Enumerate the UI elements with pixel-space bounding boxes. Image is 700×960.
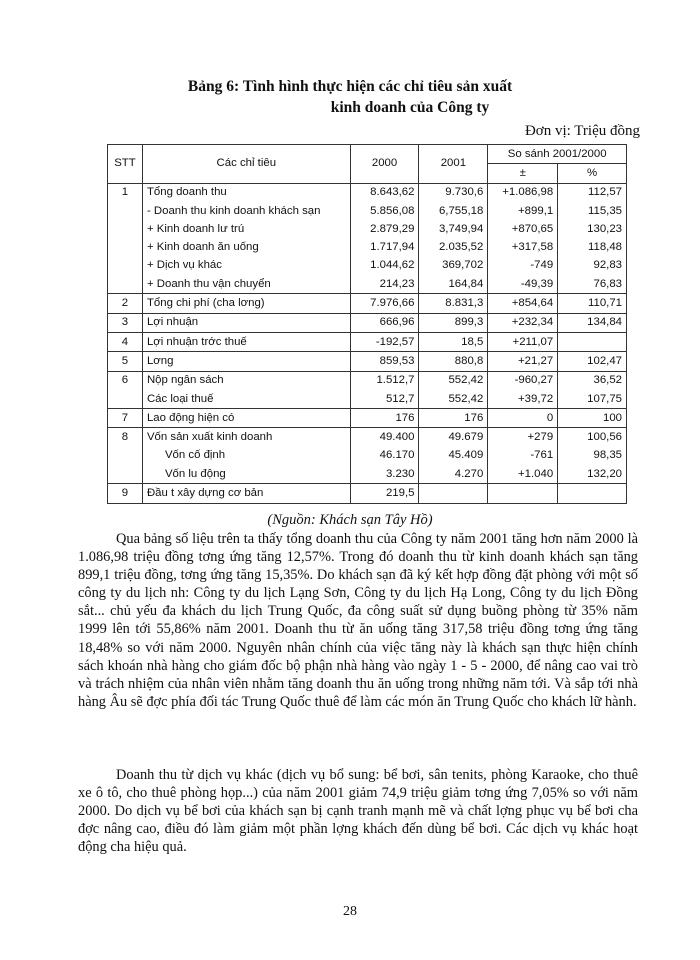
cell-2001: 176	[419, 409, 488, 428]
cell-2001: 49.679	[419, 428, 488, 447]
cell-diff: -960,27	[488, 371, 558, 390]
cell-stt	[108, 220, 143, 238]
table-row	[108, 352, 627, 371]
cell-stt: 4	[108, 332, 143, 351]
cell-diff: +211,07	[488, 332, 558, 351]
header-pct: %	[558, 164, 627, 183]
cell-pct: 134,84	[558, 313, 627, 332]
cell-stt	[108, 447, 143, 465]
cell-2001: 369,702	[419, 257, 488, 275]
cell-2001: 9.730,6	[419, 183, 488, 202]
cell-stt: 7	[108, 409, 143, 428]
cell-stt	[108, 257, 143, 275]
cell-2000: 1.044,62	[350, 257, 419, 275]
cell-label: Vốn cố định	[142, 447, 350, 465]
cell-label: Nộp ngân sách	[142, 371, 350, 390]
cell-stt	[108, 202, 143, 220]
cell-pct: 100	[558, 409, 627, 428]
cell-stt	[108, 275, 143, 294]
cell-2001: 8.831,3	[419, 294, 488, 313]
cell-diff	[488, 484, 558, 503]
table-row	[108, 183, 627, 202]
cell-pct: 118,48	[558, 238, 627, 256]
cell-pct: 110,71	[558, 294, 627, 313]
paragraph-other-services	[78, 766, 638, 856]
cell-2001: 2.035,52	[419, 238, 488, 256]
unit-label: Đơn vị: Triệu đồng	[524, 123, 640, 139]
cell-label: + Kinh doanh ăn uống	[142, 238, 350, 256]
cell-pct: 92,83	[558, 257, 627, 275]
cell-2000: 49.400	[350, 428, 419, 447]
paragraph-revenue	[78, 530, 638, 711]
cell-pct	[558, 484, 627, 503]
table-row	[108, 202, 627, 220]
cell-label: Tổng chi phí (cha lơng)	[142, 294, 350, 313]
cell-pct	[558, 332, 627, 351]
cell-stt: 5	[108, 352, 143, 371]
cell-2000: 1.717,94	[350, 238, 419, 256]
cell-stt	[108, 390, 143, 409]
cell-2001: 45.409	[419, 447, 488, 465]
table-row	[108, 465, 627, 484]
cell-2001: 552,42	[419, 371, 488, 390]
cell-2001: 880,8	[419, 352, 488, 371]
cell-stt	[108, 465, 143, 484]
cell-2000: 219,5	[350, 484, 419, 503]
cell-2001: 899,3	[419, 313, 488, 332]
cell-label: Vốn sản xuất kinh doanh	[142, 428, 350, 447]
header-2000: 2000	[350, 145, 419, 184]
cell-diff: -749	[488, 257, 558, 275]
table-row	[108, 409, 627, 428]
cell-2001: 6,755,18	[419, 202, 488, 220]
table-row	[108, 238, 627, 256]
header-2001: 2001	[419, 145, 488, 184]
cell-2001	[419, 484, 488, 503]
table-source: (Nguồn: Khách sạn Tây Hồ)	[267, 512, 433, 528]
cell-diff: +317,58	[488, 238, 558, 256]
cell-pct: 130,23	[558, 220, 627, 238]
header-compare: So sánh 2001/2000	[488, 145, 627, 164]
cell-2000: 7.976,66	[350, 294, 419, 313]
cell-label: - Doanh thu kinh doanh khách sạn	[142, 202, 350, 220]
cell-pct: 98,35	[558, 447, 627, 465]
cell-label: Đầu t xây dựng cơ bản	[142, 484, 350, 503]
cell-2001: 164,84	[419, 275, 488, 294]
cell-pct: 112,57	[558, 183, 627, 202]
cell-label: + Dịch vụ khác	[142, 257, 350, 275]
cell-pct: 76,83	[558, 275, 627, 294]
cell-stt: 2	[108, 294, 143, 313]
cell-label: Vốn lu động	[142, 465, 350, 484]
cell-diff: +870,65	[488, 220, 558, 238]
cell-diff: +1.086,98	[488, 183, 558, 202]
cell-diff: +39,72	[488, 390, 558, 409]
table-row	[108, 220, 627, 238]
cell-2000: -192,57	[350, 332, 419, 351]
page-number: 28	[343, 904, 357, 919]
table-row	[108, 484, 627, 503]
table-row	[108, 313, 627, 332]
cell-label: Lợi nhuận trớc thuế	[142, 332, 350, 351]
table-row	[108, 275, 627, 294]
cell-2000: 666,96	[350, 313, 419, 332]
cell-pct: 115,35	[558, 202, 627, 220]
cell-label: Lợi nhuận	[142, 313, 350, 332]
cell-diff: +899,1	[488, 202, 558, 220]
cell-2000: 5.856,08	[350, 202, 419, 220]
cell-2001: 18,5	[419, 332, 488, 351]
cell-stt: 3	[108, 313, 143, 332]
header-indicator: Các chỉ tiêu	[142, 145, 350, 184]
table-row	[108, 371, 627, 390]
cell-2000: 859,53	[350, 352, 419, 371]
table-row	[108, 447, 627, 465]
cell-stt: 9	[108, 484, 143, 503]
cell-diff: +21,27	[488, 352, 558, 371]
cell-label: Lao động hiện có	[142, 409, 350, 428]
header-diff: ±	[488, 164, 558, 183]
cell-stt: 6	[108, 371, 143, 390]
cell-stt	[108, 238, 143, 256]
cell-pct: 100,56	[558, 428, 627, 447]
cell-pct: 36,52	[558, 371, 627, 390]
cell-diff: +1.040	[488, 465, 558, 484]
cell-diff: -761	[488, 447, 558, 465]
cell-label: Các loại thuế	[142, 390, 350, 409]
table-row	[108, 257, 627, 275]
cell-2001: 552,42	[419, 390, 488, 409]
cell-diff: 0	[488, 409, 558, 428]
cell-stt: 1	[108, 183, 143, 202]
cell-pct: 102,47	[558, 352, 627, 371]
cell-label: Tổng doanh thu	[142, 183, 350, 202]
header-stt: STT	[108, 145, 143, 184]
cell-pct: 132,20	[558, 465, 627, 484]
cell-2001: 3,749,94	[419, 220, 488, 238]
cell-2000: 1.512,7	[350, 371, 419, 390]
cell-label: + Doanh thu vận chuyển	[142, 275, 350, 294]
cell-2000: 214,23	[350, 275, 419, 294]
cell-diff: +232,34	[488, 313, 558, 332]
cell-stt: 8	[108, 428, 143, 447]
table-row	[108, 428, 627, 447]
paragraph-2-text: Doanh thu từ dịch vụ khác (dịch vụ bổ sung: bể bơi, sân tenits, phòng Karaoke, cho thuê xe ô tô, cho thuê phòng họp...) của năm 2001 giảm 74,9 triệu giảm tơng ứng 7,05% so với năm 2000. Do dịch vụ bể bơi của khách sạn bị cạnh tranh mạnh mẽ và chất lợng phục vụ bể bơi cha đợc nâng cao, điều đó làm giảm một phần lợng khách đến dùng bể bơi. Các dịch vụ khác hoạt động cha hiệu quả.	[78, 767, 638, 856]
cell-2000: 46.170	[350, 447, 419, 465]
table-title-line-1: Bảng 6: Tình hình thực hiện các chỉ tiêu sản xuất	[187, 78, 513, 95]
cell-pct: 107,75	[558, 390, 627, 409]
table-row	[108, 294, 627, 313]
cell-2000: 2.879,29	[350, 220, 419, 238]
cell-2000: 3.230	[350, 465, 419, 484]
cell-diff: -49,39	[488, 275, 558, 294]
cell-diff: +279	[488, 428, 558, 447]
table-title-line-2: kinh doanh của Công ty	[330, 99, 490, 116]
paragraph-1-text: Qua bảng số liệu trên ta thấy tổng doanh thu của Công ty năm 2001 tăng hơn năm 2000 là 1.086,98 triệu đồng tơng ứng tăng 12,57%. Trong đó doanh thu từ kinh doanh khách sạn tăng 899,1 triệu đồng, tơng ứng tăng 15,35%. Do khách sạn đã ký kết hợp đồng đặt phòng với một số công ty du lịch nh: Công ty du lịch Lạng Sơn, Công ty du lịch Hạ Long, Công ty du lịch Đồng sắt... chủ yếu đa khách du lịch Trung Quốc, đa công suất sử dụng buồng phòng từ 35% năm 1999 lên tới 55,86% năm 2001. Doanh thu từ ăn uống tăng 317,58 triệu đồng tơng ứng tăng 18,48% so với năm 2000. Nguyên nhân chính của việc tăng này là khách sạn thực hiện chính sách khoán nhà hàng cho giám đốc bộ phận nhà hàng vào ngày 1 - 5 - 2000, để nâng cao vai trò và trách nhiệm của nhân viên nhằm tăng doanh thu ăn uống trong những năm tới. Và sắp tới nhà hàng Âu sẽ đợc phía đối tác Trung Quốc thuê để làm các món ăn Trung Quốc cho khách lữ hành.	[78, 531, 638, 710]
table-row	[108, 332, 627, 351]
cell-2000: 512,7	[350, 390, 419, 409]
cell-diff: +854,64	[488, 294, 558, 313]
cell-2000: 176	[350, 409, 419, 428]
table-row	[108, 390, 627, 409]
cell-2000: 8.643,62	[350, 183, 419, 202]
cell-label: + Kinh doanh lư trú	[142, 220, 350, 238]
indicators-table	[107, 144, 627, 504]
cell-label: Lơng	[142, 352, 350, 371]
cell-2001: 4.270	[419, 465, 488, 484]
